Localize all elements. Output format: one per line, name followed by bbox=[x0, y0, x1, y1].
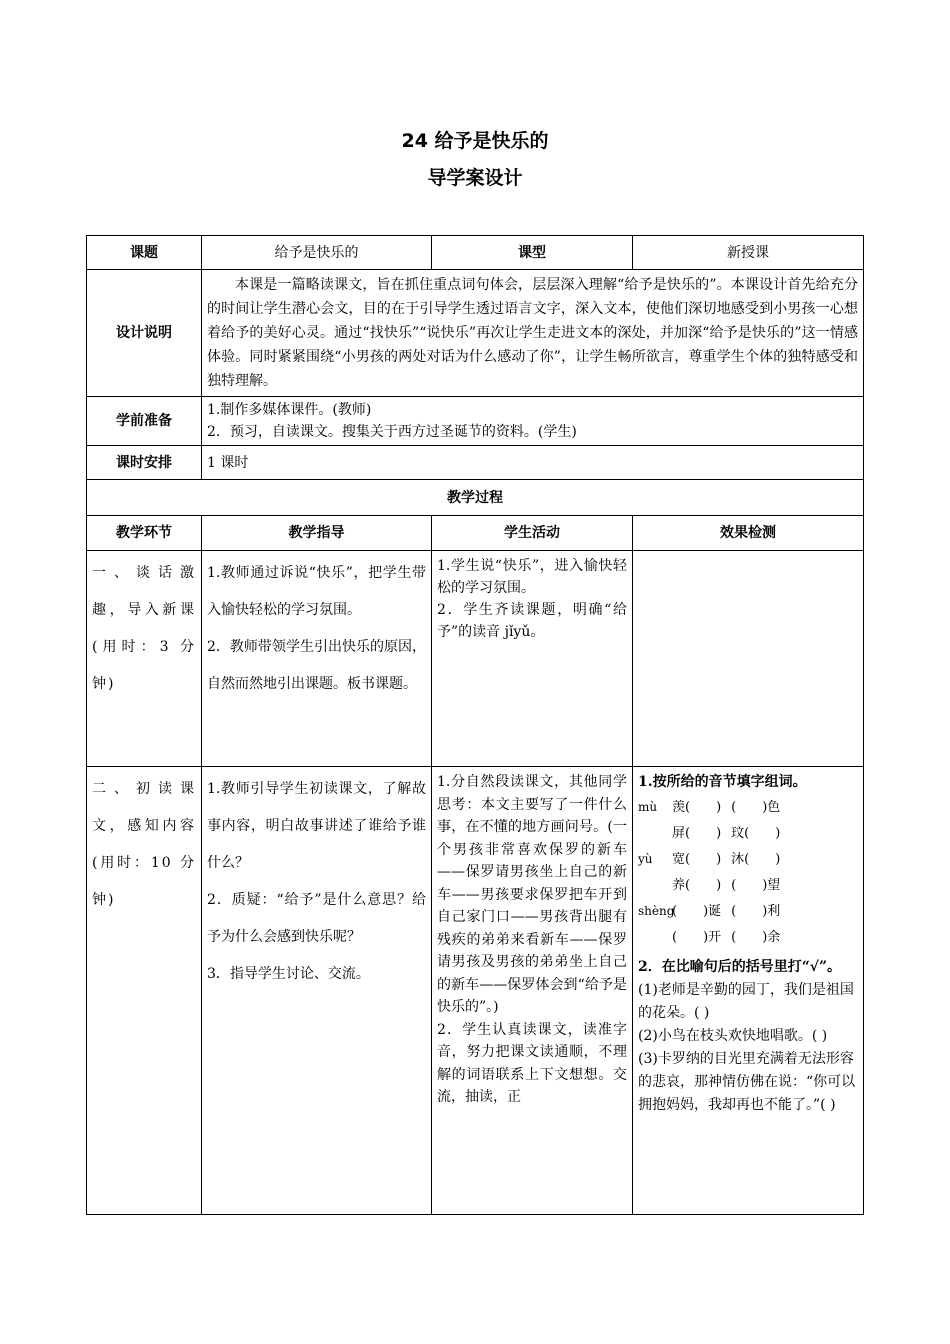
lesson-plan-table bbox=[86, 235, 864, 1215]
question-item: (1)老师是辛勤的园丁，我们是祖国的花朵。( ) bbox=[638, 982, 854, 1021]
guide-item: 2．质疑：“给予”是什么意思？给予为什么会感到快乐呢？ bbox=[207, 892, 426, 945]
blank-word: 沐( ) bbox=[731, 851, 781, 867]
question-heading: 1.按所给的音节填字组词。 bbox=[638, 774, 807, 790]
prep-content bbox=[202, 397, 864, 446]
pinyin-row bbox=[638, 924, 858, 950]
question-heading: 2．在比喻句后的括号里打“√”。 bbox=[638, 959, 842, 975]
column-header: 效果检测 bbox=[633, 516, 864, 551]
prep-line: 2．预习，自读课文。搜集关于西方过圣诞节的资料。(学生) bbox=[207, 424, 577, 440]
topic-label: 课题 bbox=[87, 236, 202, 270]
guide-item: 1.教师引导学生初读课文，了解故事内容，明白故事讲述了谁给予谁什么？ bbox=[207, 781, 426, 871]
blank-word: ( )望 bbox=[731, 877, 781, 893]
check-cell bbox=[633, 767, 864, 1215]
blank-word: 玟( ) bbox=[731, 825, 781, 841]
prep-label: 学前准备 bbox=[87, 397, 202, 446]
prep-row bbox=[87, 397, 864, 446]
process-header-row bbox=[87, 480, 864, 516]
design-label: 设计说明 bbox=[87, 270, 202, 397]
guide-item: 1.教师通过诉说“快乐”，把学生带入愉快轻松的学习氛围。 bbox=[207, 565, 426, 618]
column-header: 教学指导 bbox=[202, 516, 432, 551]
blank-word: ( )色 bbox=[731, 799, 781, 815]
blank-word: ( )余 bbox=[731, 929, 781, 945]
stage-row bbox=[87, 767, 864, 1215]
schedule-value: 1 课时 bbox=[202, 446, 864, 480]
stage-cell: 一、谈话激趣，导入新课(用时：3 分钟) bbox=[87, 551, 202, 767]
check-cell bbox=[633, 551, 864, 767]
guide-item: 2．教师带领学生引出快乐的原因，自然而然地引出课题。板书课题。 bbox=[207, 639, 426, 692]
column-header: 学生活动 bbox=[432, 516, 633, 551]
prep-line: 1.制作多媒体课件。(教师) bbox=[207, 402, 372, 418]
blank-word: ( )诞 bbox=[672, 903, 722, 919]
activity-item: 2．学生认真读课文，读准字音，努力把课文读通顺，不理解的词语联系上下文想想。交流，抽读，正 bbox=[437, 1021, 627, 1105]
activity-note: (一个男孩非常喜欢保罗的新车——保罗请男孩坐上自己的新车——男孩要求保罗把车开到自己家门口——男孩背出腿有残疾的弟弟来看新车——保罗请男孩及男孩的弟弟坐上自己的新车——保罗体会到“给予是快乐的”。) bbox=[437, 819, 628, 1015]
column-header-row bbox=[87, 516, 864, 551]
pinyin-label: mù bbox=[638, 799, 658, 814]
stage-cell: 二、初读课文，感知内容(用时：10 分钟) bbox=[87, 767, 202, 1215]
pinyin-row bbox=[638, 846, 858, 872]
pinyin-label: yù bbox=[638, 851, 653, 866]
type-value: 新授课 bbox=[633, 236, 864, 270]
activity-item: 1.分自然段读课文，其他同学思考：本文主要写了一件什么事，在不懂的地方画问号。 bbox=[437, 774, 627, 835]
page-title: 24 给予是快乐的 bbox=[401, 130, 549, 152]
schedule-row bbox=[87, 446, 864, 480]
page-subtitle: 导学案设计 bbox=[427, 167, 523, 189]
blank-word: ( )开 bbox=[672, 929, 722, 945]
activity-item: 1.学生说“快乐”，进入愉快轻松的学习氛围。 bbox=[437, 558, 627, 596]
question-item: (2)小鸟在枝头欢快地唱歌。( ) bbox=[638, 1028, 828, 1044]
blank-word: 屏( ) bbox=[672, 825, 722, 841]
activity-cell bbox=[432, 551, 633, 767]
pinyin-row bbox=[638, 820, 858, 846]
blank-word: 宽( ) bbox=[672, 851, 722, 867]
guide-cell bbox=[202, 551, 432, 767]
design-text: 本课是一篇略读课文，旨在抓住重点词句体会，层层深入理解“给予是快乐的”。本课设计首先给充分的时间让学生潜心会文，目的在于引导学生透过语言文字，深入文本，使他们深切地感受到小男孩一心想着给予的美好心灵。通过“找快乐”“说快乐”再次让学生走进文本的深处，并加深“给予是快乐的”这一情感体验。同时紧紧围绕“小男孩的两处对话为什么感动了你”，让学生畅所欲言，尊重学生个体的独特感受和独特理解。 bbox=[202, 270, 864, 397]
question-item: (3)卡罗纳的目光里充满着无法形容的悲哀，那神情仿佛在说：“你可以拥抱妈妈，我却再也不能了。”( ) bbox=[638, 1051, 856, 1113]
type-label: 课型 bbox=[432, 236, 633, 270]
process-header: 教学过程 bbox=[87, 480, 864, 516]
design-row bbox=[87, 270, 864, 397]
pinyin-row bbox=[638, 872, 858, 898]
topic-row bbox=[87, 236, 864, 270]
stage-row bbox=[87, 551, 864, 767]
pinyin-row bbox=[638, 794, 858, 820]
activity-item: 2．学生齐读课题，明确“给予”的读音 jǐyǔ。 bbox=[437, 602, 627, 640]
guide-item: 3．指导学生讨论、交流。 bbox=[207, 966, 370, 982]
blank-word: ( )利 bbox=[731, 903, 781, 919]
pinyin-row bbox=[638, 898, 858, 924]
pinyin-label: shèng bbox=[638, 903, 675, 918]
topic-value: 给予是快乐的 bbox=[202, 236, 432, 270]
blank-word: 养( ) bbox=[672, 877, 722, 893]
schedule-label: 课时安排 bbox=[87, 446, 202, 480]
column-header: 教学环节 bbox=[87, 516, 202, 551]
activity-cell bbox=[432, 767, 633, 1215]
blank-word: 羡( ) bbox=[672, 799, 722, 815]
guide-cell bbox=[202, 767, 432, 1215]
